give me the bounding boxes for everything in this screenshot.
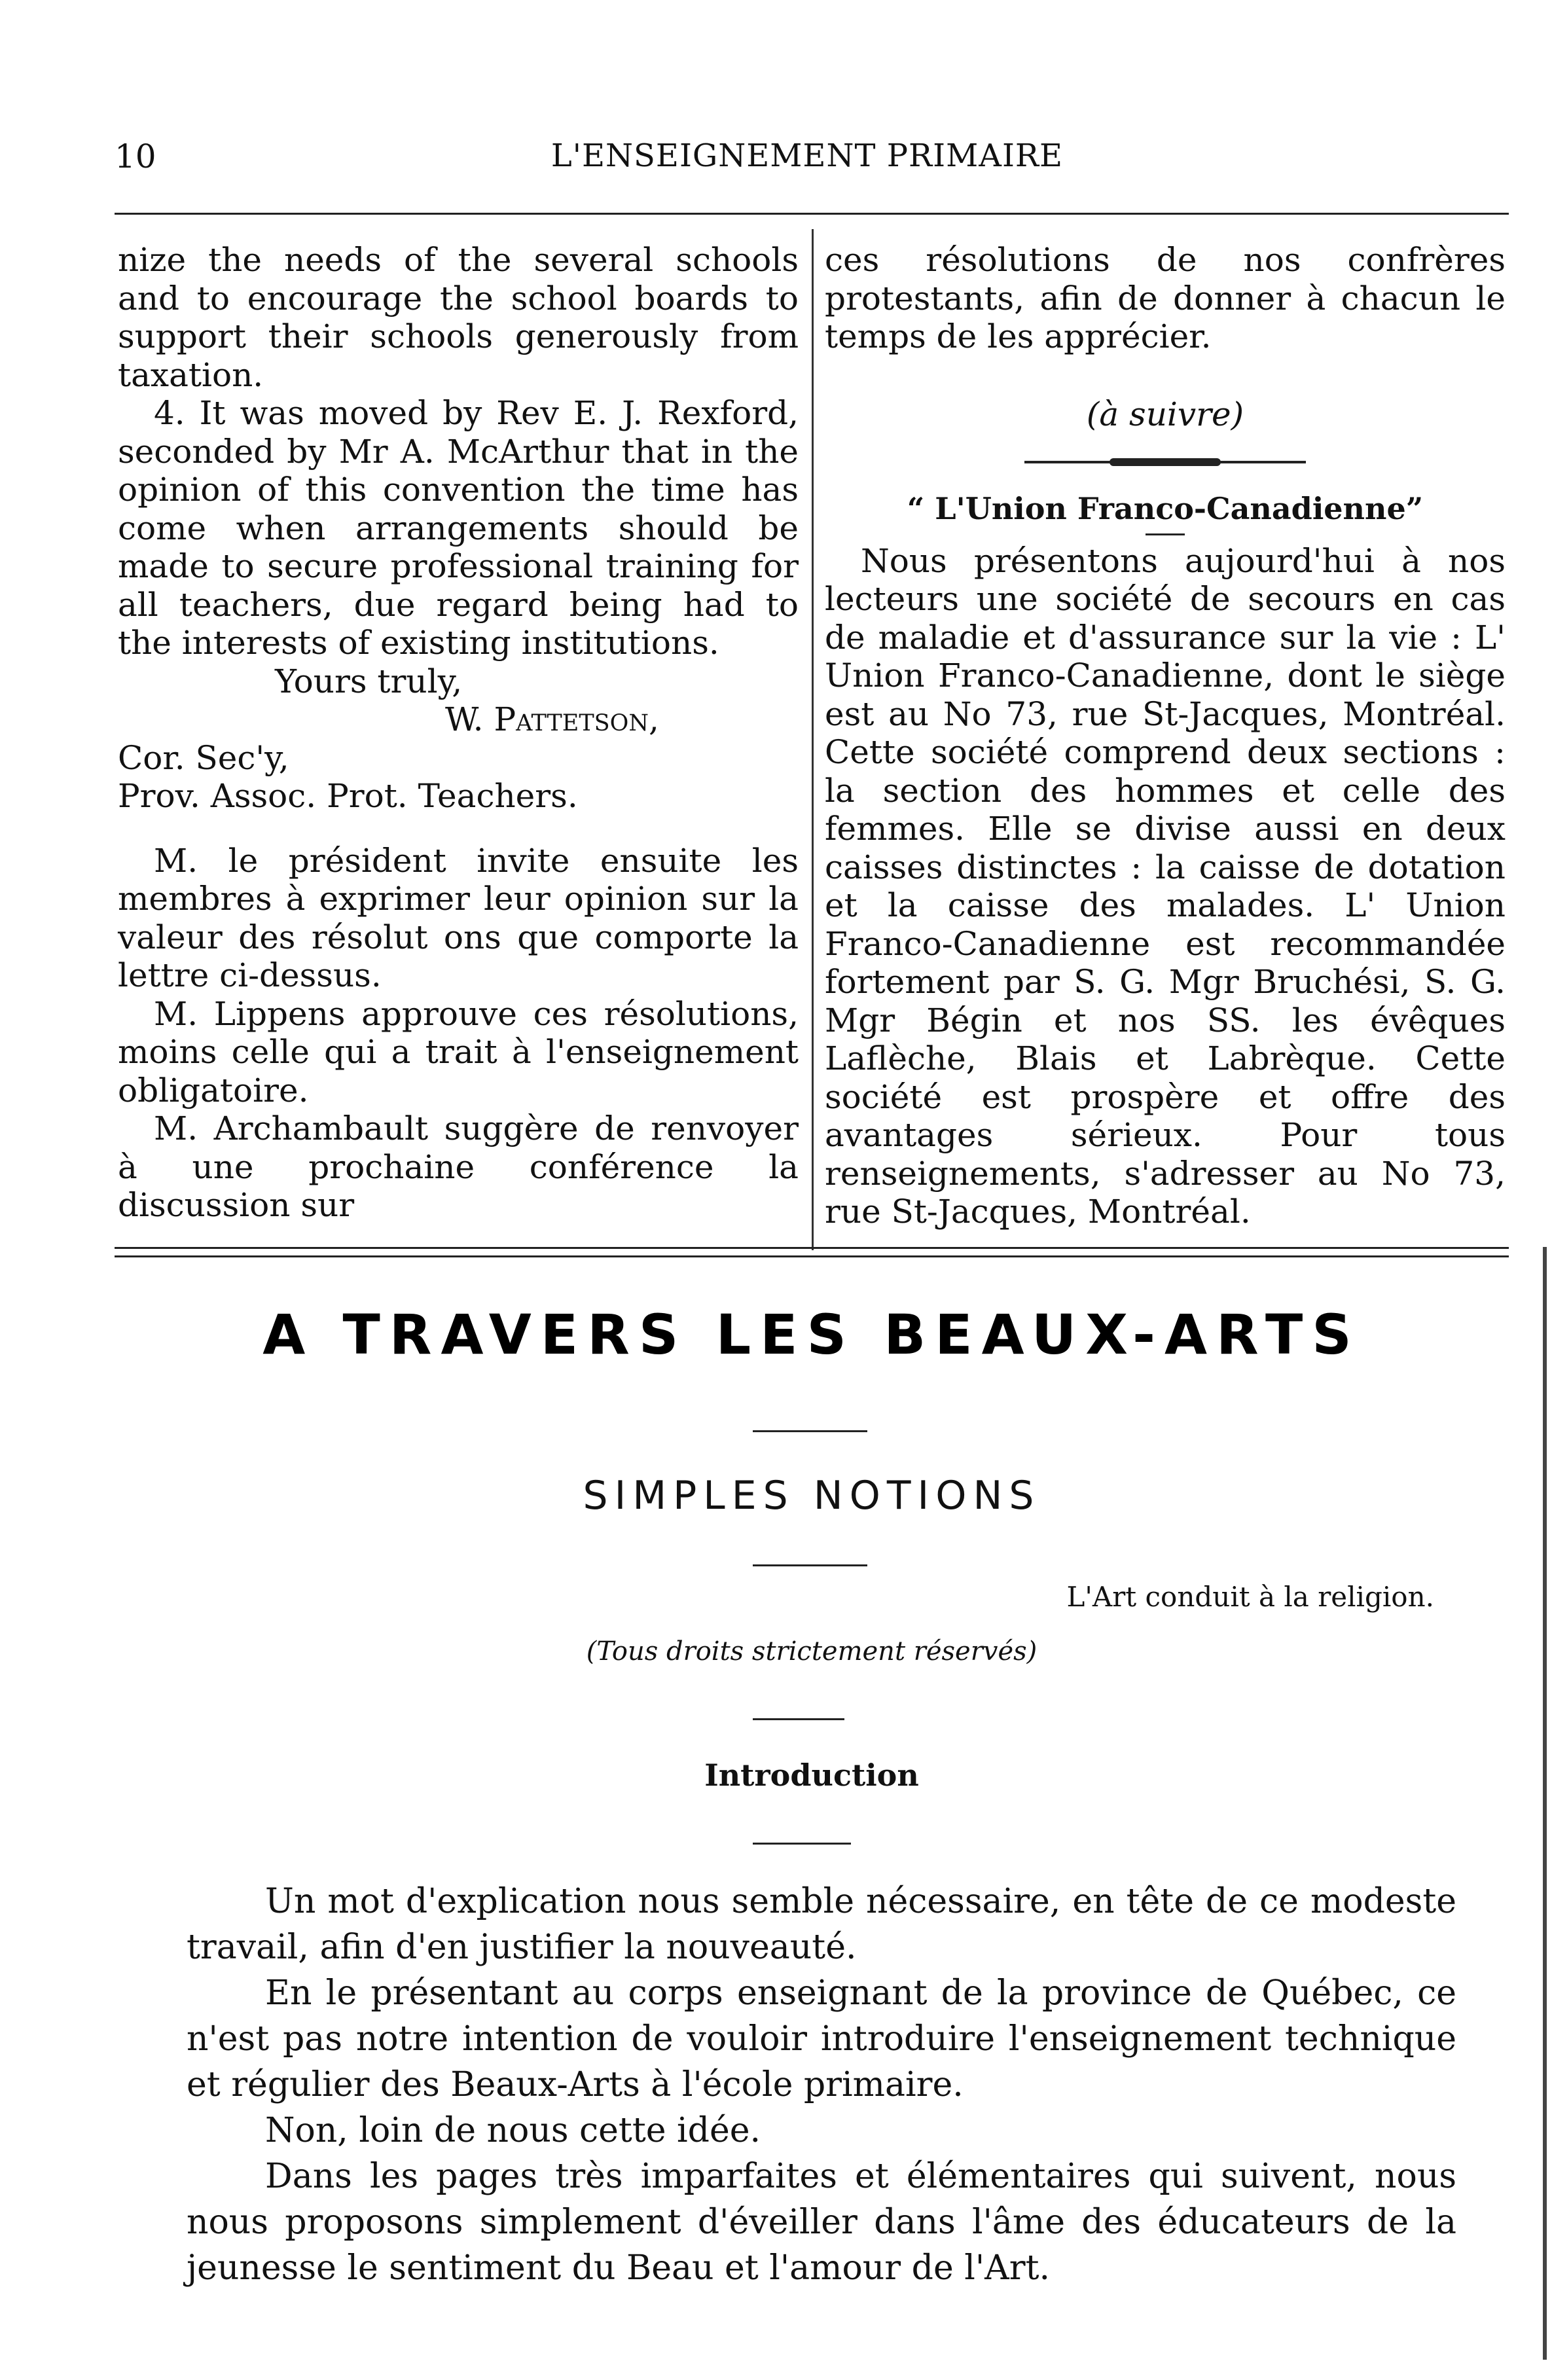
signature-block	[118, 662, 799, 816]
signature-name: W. Pattetson,	[445, 700, 659, 738]
left-paragraph-2: 4. It was moved by Rev E. J. Rexford, seconded by Mr A. McArthur that in the opinion of this convention the time has come when arrangements should be made to secure professional training for all teachers, due regard being had to the interests of existing institutions.	[118, 394, 799, 662]
signature-association: Prov. Assoc. Prot. Teachers.	[118, 777, 578, 815]
article-heading: “ L'Union Franco-Canadienne”	[907, 491, 1424, 526]
intro-paragraph-4: Dans les pages très imparfaites et élémentaires qui suivent, nous nous proposons simplement d'éveiller dans l'âme des éducateurs de la jeunesse le sentiment du Beau et l'amour de l'Art.	[187, 2157, 1456, 2288]
signature-role: Cor. Sec'y,	[118, 738, 289, 777]
center-rule	[753, 1718, 844, 1720]
section-title: A TRAVERS LES BEAUX-ARTS	[262, 1303, 1361, 1367]
to-be-continued: (à suivre)	[1086, 395, 1244, 433]
rights-text: (Tous droits strictement réservés)	[586, 1636, 1038, 1667]
left-paragraph-3: M. le président invite ensuite les membres à exprimer leur opinion sur la valeur des résolut ons que comporte la lettre ci-dessus.	[118, 841, 799, 994]
introduction-body	[187, 1879, 1456, 2291]
section-rule-top	[115, 1247, 1509, 1249]
ornamental-rule	[1024, 460, 1306, 465]
left-column	[118, 241, 799, 1225]
scan-edge-mark	[1543, 1247, 1547, 2360]
center-rule	[753, 1430, 867, 1432]
journal-title: L'ENSEIGNEMENT PRIMAIRE	[550, 137, 1064, 174]
intro-paragraph-1: Un mot d'explication nous semble nécessaire, en tête de ce modeste travail, afin d'en justifier la nouveauté.	[187, 1882, 1456, 1967]
left-paragraph-5: M. Archambault suggère de renvoyer à une prochaine conférence la discussion sur	[118, 1109, 799, 1224]
article-body: Nous présentons aujourd'hui à nos lecteurs une société de secours en cas de maladie et d'assurance sur la vie : L' Union Franco-Canadienne, dont le siège est au No 73, rue St-Jacques, Montréal. Cette société comprend deux sections : la section des hommes et celle des femmes. Elle se divise aussi en deux caisses distinctes : la caisse de dotation et la caisse des malades. L' Union Franco-Canadienne est recommandée fortement par S. G. Mgr Bruchési, S. G. Mgr Bégin et nos SS. les évêques Laflèche, Blais et Labrèque. Cette société est prospère et offre des avantages sérieux. Pour tous renseignements, s'adresser au No 73, rue St-Jacques, Montréal.	[825, 541, 1506, 1231]
intro-paragraph-3: Non, loin de nous cette idée.	[265, 2111, 761, 2150]
center-rule	[753, 1843, 851, 1845]
heading-dash	[1146, 533, 1185, 535]
section-subtitle: SIMPLES NOTIONS	[583, 1473, 1041, 1519]
signature-closing: Yours truly,	[275, 662, 463, 700]
page-number: 10	[115, 137, 156, 175]
right-paragraph-1: ces résolutions de nos confrères protestants, afin de donner à chacun le temps de les apprécier.	[825, 241, 1506, 355]
section-rule-bottom	[115, 1255, 1509, 1257]
epigraph: L'Art conduit à la religion.	[1066, 1581, 1434, 1613]
left-paragraph-1: nize the needs of the several schools and to encourage the school boards to support their schools generously from taxation.	[118, 241, 799, 394]
running-head	[115, 137, 1500, 183]
right-column	[825, 241, 1506, 1231]
introduction-heading: Introduction	[704, 1758, 919, 1793]
column-divider	[812, 229, 814, 1250]
center-rule	[753, 1564, 867, 1566]
rights-notice	[115, 1636, 1509, 1667]
left-paragraph-4: M. Lippens approuve ces résolutions, moins celle qui a trait à l'enseignement obligatoire.	[118, 994, 799, 1109]
header-rule	[115, 213, 1509, 215]
intro-paragraph-2: En le présentant au corps enseignant de la province de Québec, ce n'est pas notre intention de vouloir introduire l'enseignement technique et régulier des Beaux-Arts à l'école primaire.	[187, 1974, 1456, 2104]
